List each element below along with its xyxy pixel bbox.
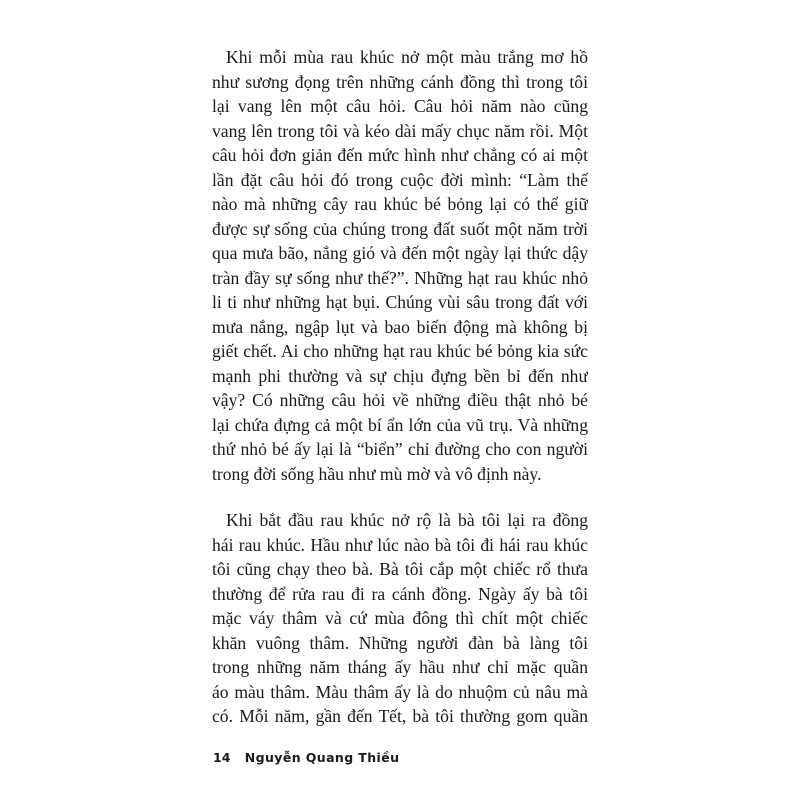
paragraph-2-line-4: thường để rửa rau đi ra cánh đồng. Ngày ấy bà tôi [212, 583, 588, 604]
paragraph-1-line-17: thứ nhỏ bé ấy lại là “biển” chỉ đường cho con người [212, 439, 588, 459]
body-text [212, 45, 588, 729]
paragraph-1-line-13: giết chết. Ai cho những hạt rau khúc bé bỏng kia sức [212, 341, 588, 361]
page-number: 14 [213, 750, 231, 765]
paragraph-1-line-15: vậy? Có những câu hỏi về những điều thật nhỏ bé [212, 390, 588, 410]
paragraph-1-line-8: được sự sống của chúng trong đất suốt một năm trời [212, 218, 588, 239]
paragraph-1-line-2: như sương đọng trên những cánh đồng thì trong tôi [212, 71, 588, 92]
paragraph-1-line-3: lại vang lên một câu hỏi. Câu hỏi năm nào cũng [212, 96, 588, 116]
paragraph-1-line-1: Khi mỗi mùa rau khúc nở một màu trắng mơ hồ [226, 47, 588, 67]
paragraph-1-line-10: tràn đầy sự sống như thế?”. Những hạt rau khúc nhỏ [212, 267, 588, 288]
paragraph-2-line-7: trong những năm tháng ấy hầu như chỉ mặc quần [212, 657, 588, 677]
paragraph-2-line-8: áo màu thâm. Màu thâm ấy là do nhuộm củ nâu mà [212, 681, 588, 702]
paragraph-1-line-4: vang lên trong tôi và kéo dài mấy chục năm rồi. Một [212, 120, 588, 141]
paragraph-1-line-9: qua mưa bão, nắng gió và đến một ngày lại thức dậy [212, 243, 588, 263]
page-footer [213, 750, 399, 765]
paragraph-1-line-18: trong đời sống hầu như mù mờ và vô định này. [212, 463, 542, 484]
paragraph-2-line-6: khăn vuông thâm. Những người đàn bà làng tôi [212, 632, 588, 653]
paragraph-1-line-16: lại chứa đựng cả một bí ẩn lớn của vũ trụ. Và những [212, 414, 588, 435]
paragraph-1-line-11: li ti như những hạt bụi. Chúng vùi sâu trong đất với [212, 292, 588, 312]
author-name: Nguyễn Quang Thiều [244, 750, 400, 765]
paragraph-1-line-6: lần đặt câu hỏi đó trong cuộc đời mình: “Làm thế [212, 169, 588, 190]
paragraph-1-line-5: câu hỏi đơn giản đến mức hình như chẳng có ai một [212, 145, 588, 165]
paragraph-1-line-7: nào mà những cây rau khúc bé bỏng lại có thể giữ [212, 194, 588, 214]
paragraph-2-line-3: tôi cũng chạy theo bà. Bà tôi cắp một chiếc rổ thưa [212, 559, 588, 579]
paragraph-2-line-9: có. Mỗi năm, gần đến Tết, bà tôi thường gom quần [212, 706, 588, 726]
paragraph-1-line-14: mạnh phi thường và sự chịu đựng bền bỉ đến như [212, 365, 588, 386]
paragraph-gap [212, 486, 588, 508]
paragraph-2-line-2: hái rau khúc. Hầu như lúc nào bà tôi đi hái rau khúc [212, 534, 588, 555]
paragraph-1-line-12: mưa nắng, ngập lụt và bao biến động mà không bị [212, 316, 588, 337]
paragraph-2-line-1: Khi bắt đầu rau khúc nở rộ là bà tôi lại ra đồng [226, 510, 588, 530]
paragraph-2-line-5: mặc váy thâm và cứ mùa đông thì chít một chiếc [212, 608, 588, 628]
